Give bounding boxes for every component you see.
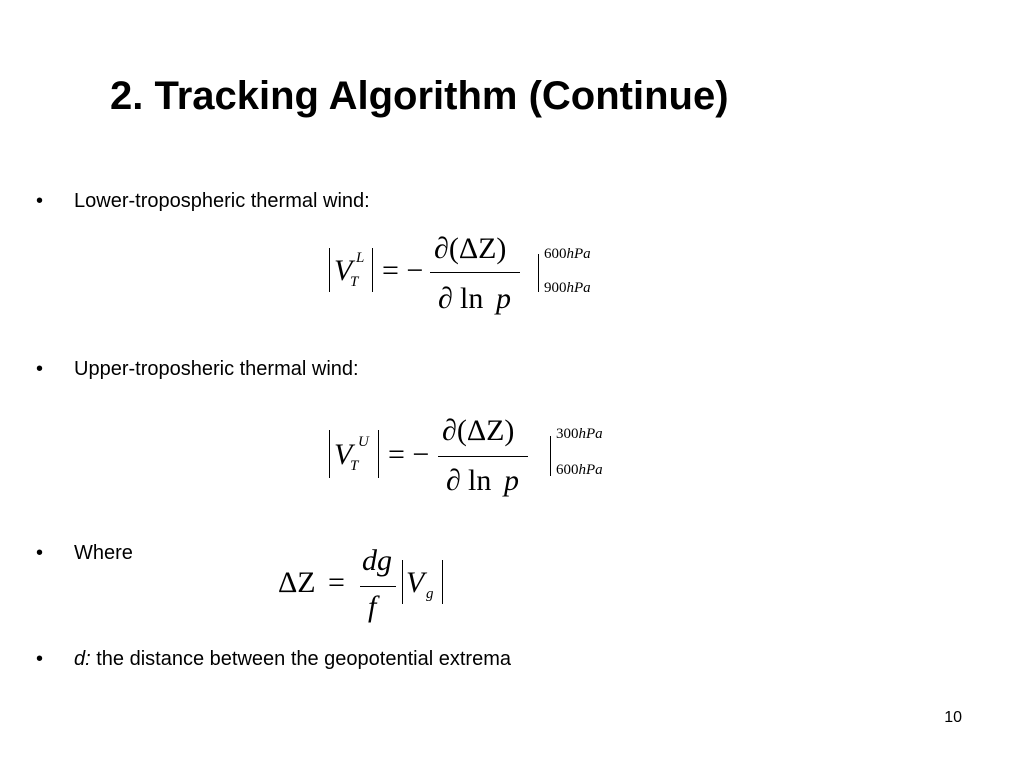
- numerator: ∂(ΔZ): [434, 232, 507, 265]
- p-var: p: [496, 282, 511, 315]
- superscript: U: [358, 434, 369, 450]
- slide-title: 2. Tracking Algorithm (Continue): [110, 74, 729, 118]
- bullet-where: [36, 540, 133, 566]
- lower-limit: 600hPa: [556, 462, 603, 478]
- fraction-line: [438, 456, 528, 457]
- bullet-text: Upper-troposheric thermal wind:: [74, 358, 359, 380]
- bullet-text: Lower-tropospheric thermal wind:: [74, 190, 370, 212]
- numerator: dg: [362, 544, 392, 577]
- bullet-lower-thermal-wind: [36, 188, 370, 214]
- subscript: g: [426, 586, 434, 602]
- page-number: 10: [944, 709, 962, 726]
- bullet-text: Where: [74, 542, 133, 564]
- superscript: L: [356, 250, 365, 266]
- lower-limit: 900hPa: [544, 280, 591, 296]
- partial-symbol: ∂: [446, 464, 461, 497]
- abs-bar-right: [372, 248, 373, 292]
- bullet-dot: •: [36, 542, 44, 564]
- bullet-text: the distance between the geopotential extrema: [90, 648, 511, 670]
- bullet-upper-thermal-wind: [36, 356, 359, 382]
- subscript: T: [350, 274, 359, 290]
- var-V: V: [334, 438, 353, 471]
- abs-bar-right: [378, 430, 379, 478]
- p-var: p: [504, 464, 519, 497]
- equals-minus: = −: [382, 254, 424, 287]
- bullet-dot: •: [36, 648, 44, 670]
- equals-minus: = −: [388, 438, 430, 471]
- abs-bar-left: [329, 248, 330, 292]
- ln-text: ln: [468, 464, 492, 497]
- bullet-d-definition: [36, 646, 511, 672]
- fraction-line: [430, 272, 520, 273]
- var-V: V: [406, 566, 425, 599]
- var-V: V: [334, 254, 353, 287]
- term-d: d:: [74, 648, 91, 670]
- partial-symbol: ∂: [438, 282, 453, 315]
- upper-limit: 300hPa: [556, 426, 603, 442]
- fraction-line: [360, 586, 396, 587]
- numerator: ∂(ΔZ): [442, 414, 515, 447]
- ln-text: ln: [460, 282, 484, 315]
- subscript: T: [350, 458, 359, 474]
- upper-limit: 600hPa: [544, 246, 591, 262]
- equation-lower-thermal-wind: [326, 232, 616, 318]
- bullet-dot: •: [36, 190, 44, 212]
- delta-z: ΔZ: [278, 566, 316, 599]
- denominator: f: [368, 590, 377, 623]
- equals: =: [328, 566, 345, 599]
- abs-bar-right: [442, 560, 443, 604]
- eval-bar: [538, 254, 539, 292]
- abs-bar-left: [329, 430, 330, 478]
- abs-bar-left: [402, 560, 403, 604]
- equation-upper-thermal-wind: [326, 414, 626, 500]
- equation-delta-z: [276, 544, 456, 628]
- bullet-dot: •: [36, 358, 44, 380]
- eval-bar: [550, 436, 551, 476]
